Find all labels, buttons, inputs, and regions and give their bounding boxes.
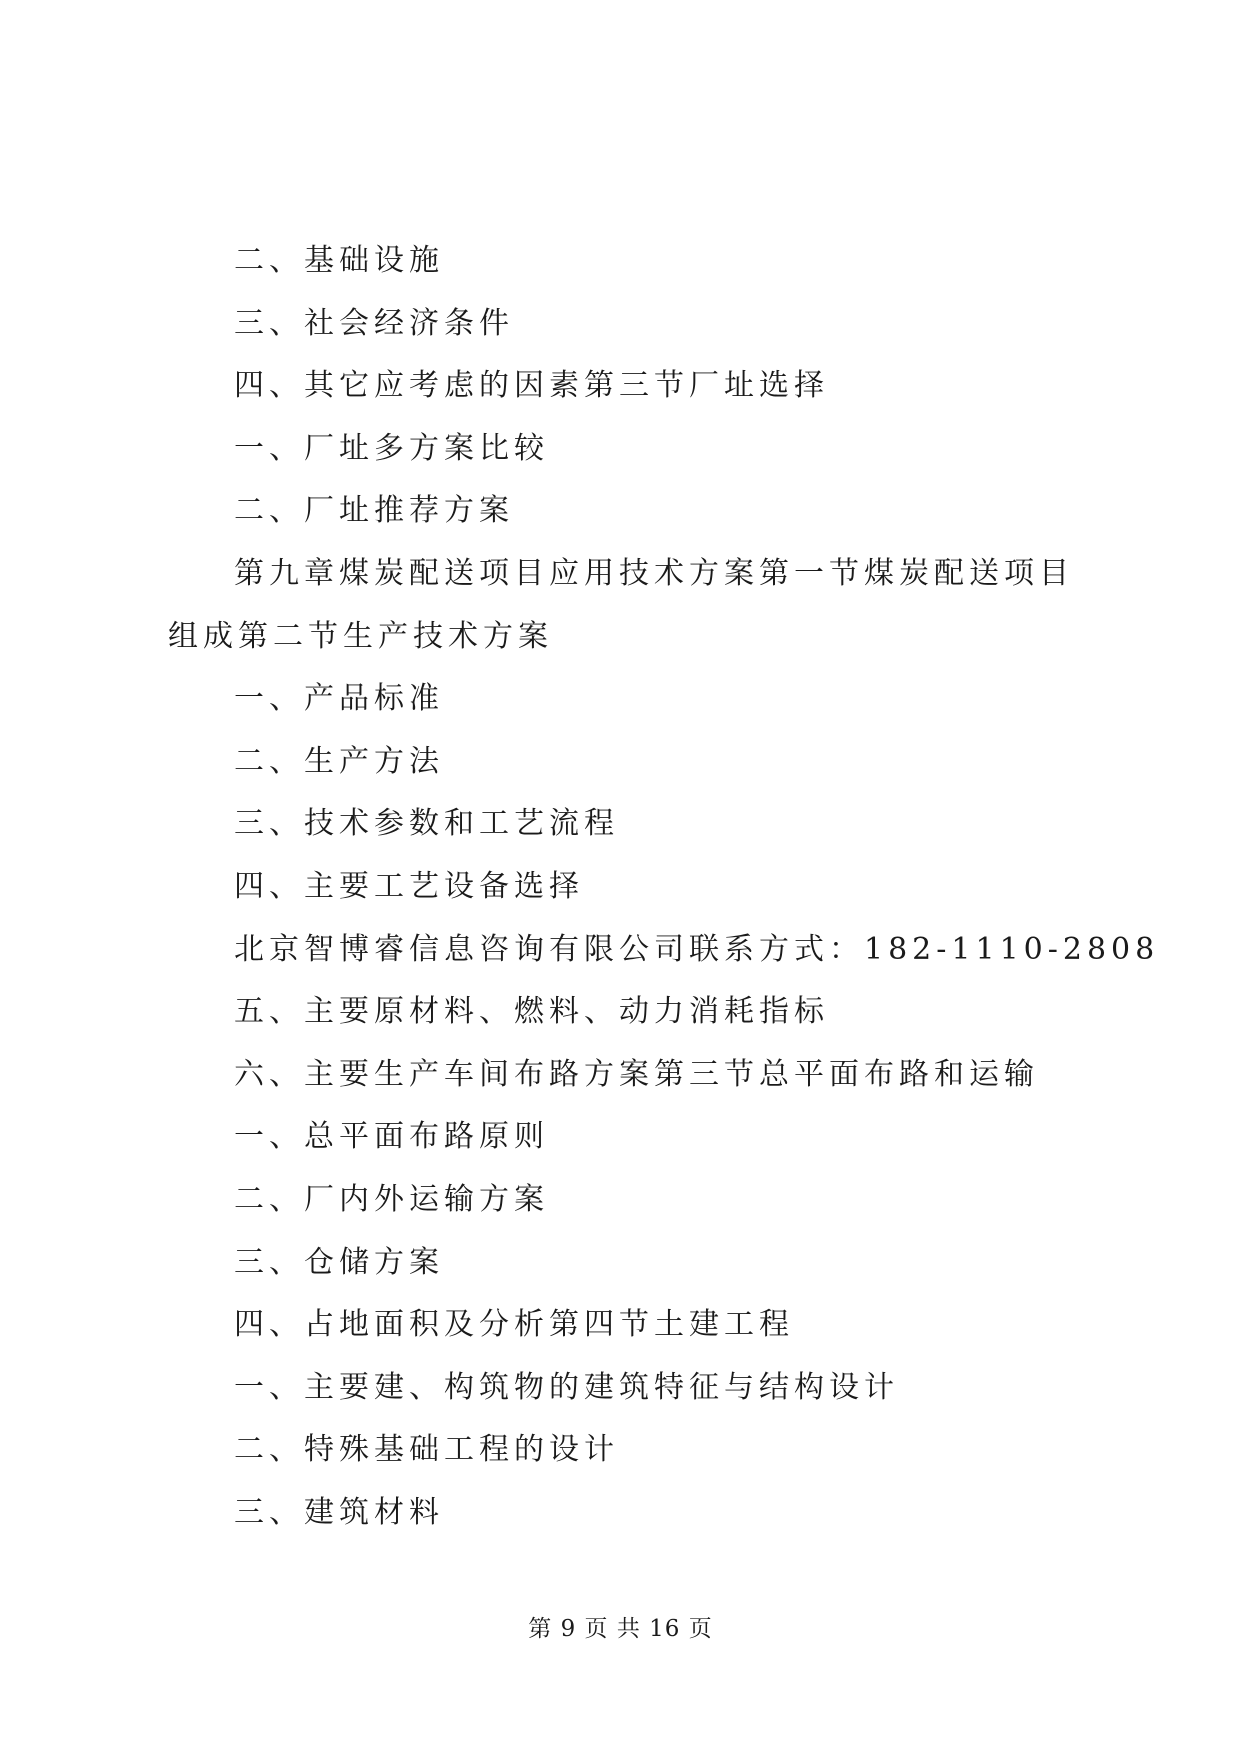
text-line: 一、总平面布路原则 xyxy=(234,1119,549,1155)
text-line: 三、社会经济条件 xyxy=(234,305,514,341)
text-line: 二、厂址推荐方案 xyxy=(234,493,514,529)
text-line: 三、建筑材料 xyxy=(234,1494,444,1530)
text-line: 二、厂内外运输方案 xyxy=(234,1181,549,1217)
text-line: 二、特殊基础工程的设计 xyxy=(234,1432,619,1468)
text-line: 二、生产方法 xyxy=(234,743,444,779)
text-line: 四、占地面积及分析第四节土建工程 xyxy=(234,1307,794,1343)
text-line: 二、基础设施 xyxy=(234,243,444,278)
text-line: 四、其它应考虑的因素第三节厂址选择 xyxy=(234,368,829,404)
text-line: 三、仓储方案 xyxy=(234,1244,444,1280)
text-line: 三、技术参数和工艺流程 xyxy=(234,806,619,842)
text-line: 五、主要原材料、燃料、动力消耗指标 xyxy=(234,994,829,1030)
chapter-heading-paragraph: 第九章煤炭配送项目应用技术方案第一节煤炭配送项目组成第二节生产技术方案 xyxy=(168,555,1074,654)
document-body xyxy=(168,230,1160,1544)
text-line: 一、产品标准 xyxy=(234,681,444,717)
company-contact-line: 北京智博睿信息咨询有限公司联系方式：182-1110-2808 xyxy=(234,931,1160,967)
text-line: 六、主要生产车间布路方案第三节总平面布路和运输 xyxy=(234,1056,1039,1092)
text-line: 一、主要建、构筑物的建筑特征与结构设计 xyxy=(234,1369,899,1405)
page-number-footer: 第 9 页 共 16 页 xyxy=(528,1616,713,1642)
text-line: 一、厂址多方案比较 xyxy=(234,430,549,466)
text-line: 四、主要工艺设备选择 xyxy=(234,868,584,904)
